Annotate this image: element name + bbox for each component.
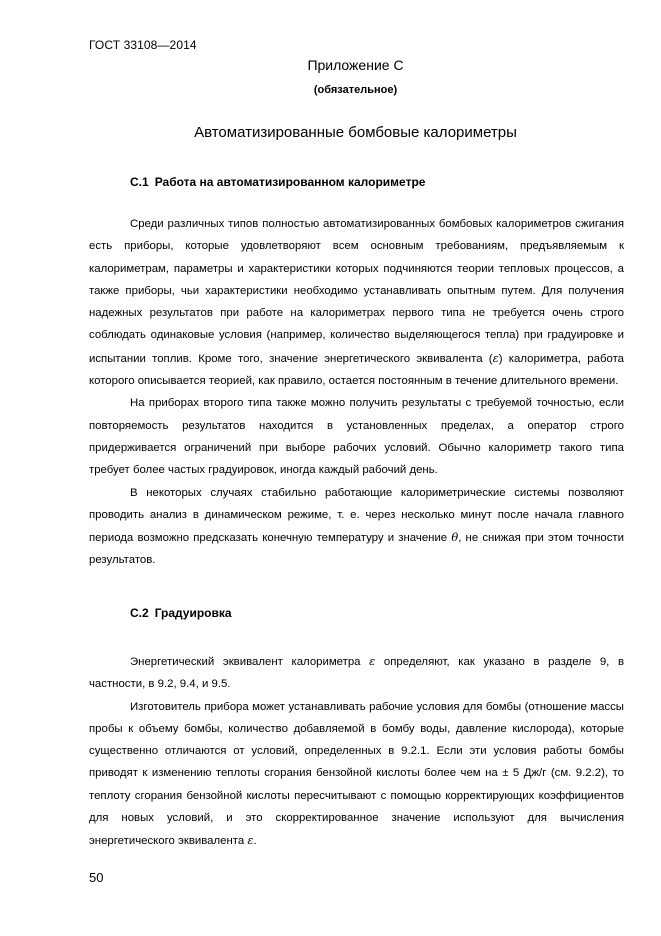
epsilon-symbol: ε [247, 833, 254, 848]
annex-status: (обязательное) [313, 84, 398, 96]
paragraph: На приборах второго типа также можно получить результаты с требуемой точностью, если повторяемость результатов находится в установленных пределах, а оператор строго придерживается ограничений при выборе рабочих условий. Обычно калориметр такого типа требует более частых градуировок, иногда каждый рабочий день. [89, 397, 624, 477]
section-body-c2 [89, 650, 624, 853]
annex-title: Приложение С [307, 57, 404, 73]
section-number: С.2 [130, 606, 149, 620]
paragraph: Энергетический эквивалент калориметра ε определяют, как указано в разделе 9, в частности, в 9.2, 9.4, и 9.5. [89, 654, 624, 691]
section-title: Градуировка [154, 606, 232, 620]
annex-heading: Автоматизированные бомбовые калориметры [194, 124, 517, 141]
section-title: Работа на автоматизированном калориметре [154, 175, 426, 189]
standard-code: ГОСТ 33108—2014 [89, 38, 197, 52]
section-heading-c2 [130, 606, 232, 620]
page-number: 50 [89, 870, 104, 885]
section-heading-c1 [130, 175, 425, 189]
section-body-c1 [89, 213, 624, 572]
epsilon-symbol: ε [369, 654, 376, 668]
theta-symbol: θ [451, 530, 459, 545]
epsilon-symbol: ε [492, 350, 499, 365]
paragraph: Среди различных типов полностью автоматизированных бомбовых калориметров сжигания есть приборы, которые удовлетворяют всем основным требованиям, предъявляемым к калориметрам, параметры и характеристики которых подчиняются теории тепловых процессов, а также приборы, чьи характеристики необходимо устанавливать опытным путем. Для получения надежных результатов при работе на калориметрах первого типа не требуется очень строго соблюдать одинаковые условия (например, количество выделяющегося тепла) при градуировке и испытании топлив. Кроме того, значение энергетического эквивалента (ε) калориметра, работа которого описывается теорией, как правило, остается постоянным в течение длительного времени. [89, 218, 625, 388]
paragraph: Изготовитель прибора может устанавливать рабочие условия для бомбы (отношение массы пробы к объему бомбы, количество добавляемой в бомбу воды, давление кислорода), которые существенно отличаются от условий, определенных в 9.2.1. Если эти условия работы бомбы приводят к изменению теплоты сгорания бензойной кислоты более чем на ± 5 Дж/г (см. 9.2.2), то теплоту сгорания бензойной кислоты пересчитывают с помощью корректирующих коэффициентов для новых условий, и это скорректированное значение используют для вычисления энергетического эквивалента ε. [89, 700, 624, 848]
paragraph: В некоторых случаях стабильно работающие калориметрические системы позволяют проводить анализ в динамическом режиме, т. е. через несколько минут после начала главного периода возможно предсказать конечную температуру и значение θ, не снижая при этом точности результатов. [89, 486, 625, 567]
section-number: С.1 [130, 175, 149, 189]
